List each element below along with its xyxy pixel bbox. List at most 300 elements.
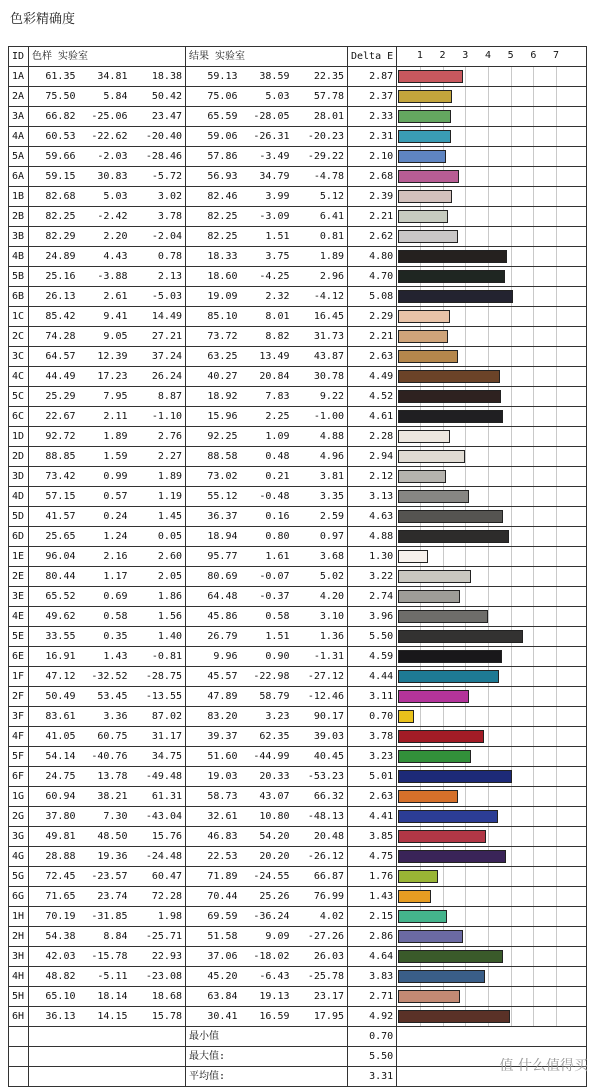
sample-l: 82.29 bbox=[29, 227, 79, 247]
sample-b: 3.02 bbox=[131, 187, 186, 207]
result-a: 34.79 bbox=[241, 167, 293, 187]
gridline bbox=[465, 107, 466, 126]
gridline bbox=[533, 787, 534, 806]
sample-a: 23.74 bbox=[79, 887, 131, 907]
gridline bbox=[533, 647, 534, 666]
gridline bbox=[511, 607, 512, 626]
result-a: -22.98 bbox=[241, 667, 293, 687]
result-b: -29.22 bbox=[293, 147, 348, 167]
sample-l: 64.57 bbox=[29, 347, 79, 367]
sample-b: -43.04 bbox=[131, 807, 186, 827]
result-a: 38.59 bbox=[241, 67, 293, 87]
sample-b: 18.68 bbox=[131, 987, 186, 1007]
result-a: 0.48 bbox=[241, 447, 293, 467]
result-l: 36.37 bbox=[186, 507, 241, 527]
table-row bbox=[9, 727, 587, 747]
table-row bbox=[9, 647, 587, 667]
delta-e-bar bbox=[398, 730, 484, 743]
sample-b: 87.02 bbox=[131, 707, 186, 727]
delta-e-value: 4.88 bbox=[348, 527, 397, 547]
gridline bbox=[556, 267, 557, 286]
gridline bbox=[556, 947, 557, 966]
sample-b: 1.45 bbox=[131, 507, 186, 527]
gridline bbox=[465, 327, 466, 346]
result-l: 58.73 bbox=[186, 787, 241, 807]
delta-e-bar bbox=[398, 610, 488, 623]
result-b: 39.03 bbox=[293, 727, 348, 747]
gridline bbox=[511, 867, 512, 886]
sample-b: 2.13 bbox=[131, 267, 186, 287]
delta-e-value: 3.96 bbox=[348, 607, 397, 627]
delta-e-value: 2.62 bbox=[348, 227, 397, 247]
delta-e-bar bbox=[398, 1010, 510, 1023]
sample-b: 50.42 bbox=[131, 87, 186, 107]
result-l: 82.25 bbox=[186, 207, 241, 227]
gridline bbox=[533, 927, 534, 946]
result-b: -27.12 bbox=[293, 667, 348, 687]
patch-id: 3A bbox=[9, 107, 29, 127]
result-a: 25.26 bbox=[241, 887, 293, 907]
delta-e-bar bbox=[398, 630, 523, 643]
gridline bbox=[533, 987, 534, 1006]
table-row bbox=[9, 707, 587, 727]
gridline bbox=[533, 367, 534, 386]
gridline bbox=[556, 207, 557, 226]
sample-a: 30.83 bbox=[79, 167, 131, 187]
gridline bbox=[488, 427, 489, 446]
table-row bbox=[9, 807, 587, 827]
sample-l: 49.81 bbox=[29, 827, 79, 847]
sample-b: 18.38 bbox=[131, 67, 186, 87]
result-a: 20.20 bbox=[241, 847, 293, 867]
result-b: 0.81 bbox=[293, 227, 348, 247]
delta-e-bar bbox=[398, 530, 509, 543]
sample-b: 72.28 bbox=[131, 887, 186, 907]
delta-e-bar bbox=[398, 810, 498, 823]
gridline bbox=[533, 107, 534, 126]
gridline bbox=[465, 207, 466, 226]
sample-b: -28.75 bbox=[131, 667, 186, 687]
patch-id: 5H bbox=[9, 987, 29, 1007]
gridline bbox=[443, 547, 444, 566]
sample-a: 8.84 bbox=[79, 927, 131, 947]
result-a: 5.03 bbox=[241, 87, 293, 107]
delta-e-value: 4.64 bbox=[348, 947, 397, 967]
gridline bbox=[556, 827, 557, 846]
sample-b: -5.72 bbox=[131, 167, 186, 187]
result-a: 10.80 bbox=[241, 807, 293, 827]
result-l: 56.93 bbox=[186, 167, 241, 187]
delta-e-bar-cell bbox=[397, 627, 587, 647]
gridline bbox=[533, 887, 534, 906]
delta-e-bar bbox=[398, 70, 463, 83]
delta-e-value: 2.21 bbox=[348, 207, 397, 227]
gridline bbox=[511, 307, 512, 326]
patch-id: 6H bbox=[9, 1007, 29, 1027]
gridline bbox=[511, 367, 512, 386]
delta-e-value: 1.43 bbox=[348, 887, 397, 907]
result-b: -27.26 bbox=[293, 927, 348, 947]
delta-e-value: 5.08 bbox=[348, 287, 397, 307]
sample-a: 19.36 bbox=[79, 847, 131, 867]
sample-l: 49.62 bbox=[29, 607, 79, 627]
sample-l: 42.03 bbox=[29, 947, 79, 967]
sample-a: 12.39 bbox=[79, 347, 131, 367]
gridline bbox=[556, 787, 557, 806]
delta-e-bar bbox=[398, 830, 485, 843]
patch-id: 5A bbox=[9, 147, 29, 167]
sample-a: 1.89 bbox=[79, 427, 131, 447]
table-row bbox=[9, 507, 587, 527]
sample-b: 0.05 bbox=[131, 527, 186, 547]
result-b: 6.41 bbox=[293, 207, 348, 227]
sample-b: 61.31 bbox=[131, 787, 186, 807]
result-b: -20.23 bbox=[293, 127, 348, 147]
sample-a: 5.84 bbox=[79, 87, 131, 107]
gridline bbox=[533, 347, 534, 366]
delta-e-value: 3.23 bbox=[348, 747, 397, 767]
result-a: -3.49 bbox=[241, 147, 293, 167]
x-tick-label: 5 bbox=[507, 50, 514, 61]
gridline bbox=[556, 607, 557, 626]
gridline bbox=[556, 647, 557, 666]
result-a: 0.21 bbox=[241, 467, 293, 487]
result-l: 30.41 bbox=[186, 1007, 241, 1027]
sample-a: -25.06 bbox=[79, 107, 131, 127]
sample-a: 13.78 bbox=[79, 767, 131, 787]
sample-a: 4.43 bbox=[79, 247, 131, 267]
avg-value: 3.31 bbox=[348, 1067, 397, 1087]
gridline bbox=[465, 167, 466, 186]
result-b: 3.68 bbox=[293, 547, 348, 567]
gridline bbox=[488, 227, 489, 246]
result-l: 63.25 bbox=[186, 347, 241, 367]
delta-e-bar bbox=[398, 450, 465, 463]
result-a: 43.07 bbox=[241, 787, 293, 807]
delta-e-bar bbox=[398, 690, 469, 703]
delta-e-value: 3.22 bbox=[348, 567, 397, 587]
sample-a: 0.57 bbox=[79, 487, 131, 507]
result-a: 13.49 bbox=[241, 347, 293, 367]
result-a: 2.25 bbox=[241, 407, 293, 427]
sample-b: 1.19 bbox=[131, 487, 186, 507]
gridline bbox=[533, 507, 534, 526]
result-l: 39.37 bbox=[186, 727, 241, 747]
gridline bbox=[556, 707, 557, 726]
result-b: 1.36 bbox=[293, 627, 348, 647]
patch-id: 6F bbox=[9, 767, 29, 787]
x-tick-label: 2 bbox=[439, 50, 446, 61]
gridline bbox=[511, 407, 512, 426]
sample-l: 61.35 bbox=[29, 67, 79, 87]
gridline bbox=[556, 747, 557, 766]
gridline bbox=[556, 347, 557, 366]
sample-a: 7.30 bbox=[79, 807, 131, 827]
gridline bbox=[533, 1007, 534, 1026]
result-a: 0.58 bbox=[241, 607, 293, 627]
delta-e-bar bbox=[398, 370, 500, 383]
gridline bbox=[511, 567, 512, 586]
gridline bbox=[511, 227, 512, 246]
sample-a: -3.88 bbox=[79, 267, 131, 287]
gridline bbox=[488, 707, 489, 726]
delta-e-bar bbox=[398, 490, 469, 503]
result-l: 45.86 bbox=[186, 607, 241, 627]
table-row bbox=[9, 367, 587, 387]
delta-e-bar bbox=[398, 430, 450, 443]
sample-a: -15.78 bbox=[79, 947, 131, 967]
gridline bbox=[556, 247, 557, 266]
gridline bbox=[533, 687, 534, 706]
table-row bbox=[9, 387, 587, 407]
result-l: 40.27 bbox=[186, 367, 241, 387]
gridline bbox=[465, 547, 466, 566]
delta-e-value: 4.59 bbox=[348, 647, 397, 667]
delta-e-bar bbox=[398, 650, 502, 663]
delta-e-bar bbox=[398, 210, 448, 223]
result-a: 3.99 bbox=[241, 187, 293, 207]
gridline bbox=[533, 627, 534, 646]
gridline bbox=[511, 847, 512, 866]
sample-b: 60.47 bbox=[131, 867, 186, 887]
table-row bbox=[9, 407, 587, 427]
result-l: 19.03 bbox=[186, 767, 241, 787]
gridline bbox=[443, 867, 444, 886]
gridline bbox=[488, 167, 489, 186]
patch-id: 2E bbox=[9, 567, 29, 587]
delta-e-bar-cell bbox=[397, 267, 587, 287]
gridline bbox=[556, 467, 557, 486]
gridline bbox=[488, 447, 489, 466]
table-row bbox=[9, 1007, 587, 1027]
sample-l: 82.68 bbox=[29, 187, 79, 207]
watermark-logo: 值 什么值得买 bbox=[499, 1058, 588, 1074]
result-b: 3.10 bbox=[293, 607, 348, 627]
gridline bbox=[556, 907, 557, 926]
gridline bbox=[556, 107, 557, 126]
table-row bbox=[9, 247, 587, 267]
gridline bbox=[511, 687, 512, 706]
result-a: 20.84 bbox=[241, 367, 293, 387]
delta-e-value: 4.61 bbox=[348, 407, 397, 427]
table-row bbox=[9, 987, 587, 1007]
delta-e-bar-cell bbox=[397, 227, 587, 247]
table-row bbox=[9, 787, 587, 807]
gridline bbox=[488, 547, 489, 566]
gridline bbox=[556, 687, 557, 706]
gridline bbox=[511, 387, 512, 406]
gridline bbox=[533, 67, 534, 86]
patch-id: 1G bbox=[9, 787, 29, 807]
gridline bbox=[465, 427, 466, 446]
gridline bbox=[556, 927, 557, 946]
sample-a: 0.69 bbox=[79, 587, 131, 607]
result-a: 8.01 bbox=[241, 307, 293, 327]
gridline bbox=[511, 987, 512, 1006]
sample-b: -24.48 bbox=[131, 847, 186, 867]
result-b: 76.99 bbox=[293, 887, 348, 907]
sample-a: -31.85 bbox=[79, 907, 131, 927]
result-b: 4.02 bbox=[293, 907, 348, 927]
delta-e-bar-cell bbox=[397, 1007, 587, 1027]
sample-b: 3.78 bbox=[131, 207, 186, 227]
delta-e-bar bbox=[398, 390, 501, 403]
id-header: ID bbox=[9, 47, 29, 67]
gridline bbox=[533, 487, 534, 506]
gridline bbox=[511, 147, 512, 166]
result-l: 64.48 bbox=[186, 587, 241, 607]
table-row bbox=[9, 447, 587, 467]
table-row bbox=[9, 607, 587, 627]
sample-l: 88.85 bbox=[29, 447, 79, 467]
delta-e-bar bbox=[398, 190, 452, 203]
gridline bbox=[556, 507, 557, 526]
result-b: 9.22 bbox=[293, 387, 348, 407]
gridline bbox=[511, 647, 512, 666]
gridline bbox=[488, 487, 489, 506]
sample-b: 2.60 bbox=[131, 547, 186, 567]
gridline bbox=[488, 327, 489, 346]
delta-e-bar bbox=[398, 330, 448, 343]
gridline bbox=[556, 527, 557, 546]
gridline bbox=[556, 127, 557, 146]
result-a: 0.80 bbox=[241, 527, 293, 547]
gridline bbox=[511, 587, 512, 606]
delta-e-bar bbox=[398, 890, 430, 903]
gridline bbox=[556, 307, 557, 326]
delta-e-value: 2.39 bbox=[348, 187, 397, 207]
table-row bbox=[9, 767, 587, 787]
result-a: 62.35 bbox=[241, 727, 293, 747]
sample-a: 9.05 bbox=[79, 327, 131, 347]
result-a: 0.90 bbox=[241, 647, 293, 667]
gridline bbox=[488, 867, 489, 886]
gridline bbox=[533, 467, 534, 486]
patch-id: 1A bbox=[9, 67, 29, 87]
sample-b: -1.10 bbox=[131, 407, 186, 427]
result-b: 2.59 bbox=[293, 507, 348, 527]
delta-e-value: 3.83 bbox=[348, 967, 397, 987]
delta-e-bar-cell bbox=[397, 987, 587, 1007]
patch-id: 6B bbox=[9, 287, 29, 307]
result-a: -36.24 bbox=[241, 907, 293, 927]
gridline bbox=[533, 967, 534, 986]
delta-e-bar-cell bbox=[397, 727, 587, 747]
delta-e-bar-cell bbox=[397, 247, 587, 267]
sample-l: 92.72 bbox=[29, 427, 79, 447]
gridline bbox=[488, 747, 489, 766]
gridline bbox=[511, 427, 512, 446]
delta-e-bar bbox=[398, 410, 503, 423]
gridline bbox=[533, 87, 534, 106]
delta-e-bar-cell bbox=[397, 807, 587, 827]
gridline bbox=[556, 427, 557, 446]
result-b: 22.35 bbox=[293, 67, 348, 87]
patch-id: 6E bbox=[9, 647, 29, 667]
patch-id: 2C bbox=[9, 327, 29, 347]
gridline bbox=[533, 827, 534, 846]
patch-id: 3D bbox=[9, 467, 29, 487]
result-b: -25.78 bbox=[293, 967, 348, 987]
sample-l: 80.44 bbox=[29, 567, 79, 587]
gridline bbox=[533, 187, 534, 206]
sample-l: 85.42 bbox=[29, 307, 79, 327]
sample-l: 83.61 bbox=[29, 707, 79, 727]
patch-id: 6D bbox=[9, 527, 29, 547]
delta-e-value: 3.78 bbox=[348, 727, 397, 747]
sample-b: 15.76 bbox=[131, 827, 186, 847]
gridline bbox=[511, 267, 512, 286]
sample-b: 34.75 bbox=[131, 747, 186, 767]
gridline bbox=[488, 147, 489, 166]
delta-e-bar bbox=[398, 110, 451, 123]
sample-a: 0.24 bbox=[79, 507, 131, 527]
sample-a: 5.03 bbox=[79, 187, 131, 207]
table-row bbox=[9, 927, 587, 947]
sample-a: -40.76 bbox=[79, 747, 131, 767]
gridline bbox=[488, 907, 489, 926]
table-row bbox=[9, 847, 587, 867]
sample-b: 2.76 bbox=[131, 427, 186, 447]
gridline bbox=[556, 987, 557, 1006]
sample-a: 2.16 bbox=[79, 547, 131, 567]
sample-l: 60.94 bbox=[29, 787, 79, 807]
result-l: 88.58 bbox=[186, 447, 241, 467]
delta-e-bar-cell bbox=[397, 107, 587, 127]
patch-id: 1C bbox=[9, 307, 29, 327]
delta-e-value: 2.37 bbox=[348, 87, 397, 107]
result-a: -6.43 bbox=[241, 967, 293, 987]
gridline bbox=[511, 507, 512, 526]
sample-a: 60.75 bbox=[79, 727, 131, 747]
delta-e-bar-cell bbox=[397, 887, 587, 907]
gridline bbox=[511, 327, 512, 346]
delta-e-bar-cell bbox=[397, 767, 587, 787]
gridline bbox=[533, 207, 534, 226]
patch-id: 4H bbox=[9, 967, 29, 987]
result-b: 26.03 bbox=[293, 947, 348, 967]
gridline bbox=[488, 187, 489, 206]
sample-l: 50.49 bbox=[29, 687, 79, 707]
sample-l: 65.52 bbox=[29, 587, 79, 607]
table-row bbox=[9, 147, 587, 167]
result-l: 75.06 bbox=[186, 87, 241, 107]
sample-l: 71.65 bbox=[29, 887, 79, 907]
sample-a: -5.11 bbox=[79, 967, 131, 987]
sample-l: 60.53 bbox=[29, 127, 79, 147]
gridline bbox=[556, 387, 557, 406]
result-l: 82.46 bbox=[186, 187, 241, 207]
result-l: 80.69 bbox=[186, 567, 241, 587]
result-l: 26.79 bbox=[186, 627, 241, 647]
gridline bbox=[533, 407, 534, 426]
sample-b: -0.81 bbox=[131, 647, 186, 667]
gridline bbox=[556, 547, 557, 566]
result-l: 45.20 bbox=[186, 967, 241, 987]
patch-id: 5F bbox=[9, 747, 29, 767]
patch-id: 3B bbox=[9, 227, 29, 247]
delta-e-value: 2.12 bbox=[348, 467, 397, 487]
gridline bbox=[488, 207, 489, 226]
gridline bbox=[488, 67, 489, 86]
gridline bbox=[533, 807, 534, 826]
sample-a: 1.24 bbox=[79, 527, 131, 547]
gridline bbox=[556, 567, 557, 586]
delta-e-bar bbox=[398, 930, 463, 943]
gridline bbox=[533, 907, 534, 926]
gridline bbox=[465, 227, 466, 246]
table-row bbox=[9, 427, 587, 447]
